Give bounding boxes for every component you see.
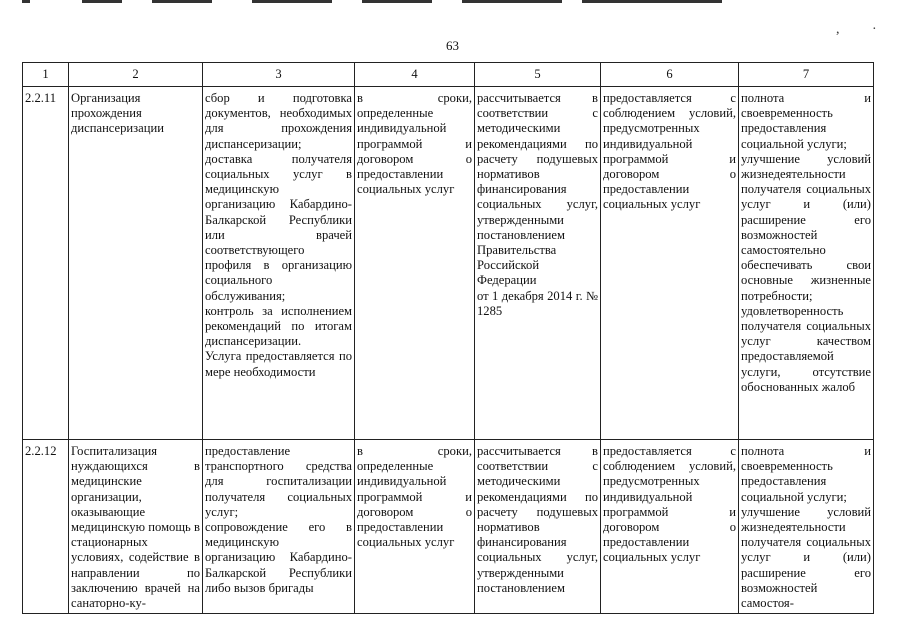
column-header: 3 xyxy=(203,63,355,87)
column-header: 5 xyxy=(475,63,601,87)
service-conditions: предоставляется с соблюдением условий, предусмотренных индивидуальной программой и договором о предоставлении социальных услуг xyxy=(601,440,739,614)
column-header: 7 xyxy=(739,63,874,87)
column-header: 2 xyxy=(69,63,203,87)
column-header: 6 xyxy=(601,63,739,87)
services-table xyxy=(22,62,874,614)
row-number: 2.2.12 xyxy=(23,440,69,614)
service-cost: рассчитывается в соответствии с методическими рекомендациями по расчету подушевых нормативов финансирования социальных услуг, утвержденными постановлением xyxy=(475,440,601,614)
column-header: 1 xyxy=(23,63,69,87)
column-header: 4 xyxy=(355,63,475,87)
table-row xyxy=(23,87,874,440)
top-edge-marks xyxy=(22,0,722,4)
header-row xyxy=(23,63,874,87)
service-name: Организация прохождения диспансеризации xyxy=(69,87,203,440)
service-name: Госпитализация нуждающихся в медицинские организации, оказывающие медицинскую помощь в стационарных условиях, содействие в направлении по заключению врачей на санаторно-ку- xyxy=(69,440,203,614)
row-number: 2.2.11 xyxy=(23,87,69,440)
service-quality: полнота и своевременность предоставления социальной услуги; улучшение условий жизнедеятельности получателя социальных услуг и (или) расширение его возможностей самостоятельно обеспечивать свои основные жизненные потребности; удовлетворенность получателя социальных услуг качеством предоставляемой услуги, отсутствие обоснованных жалоб xyxy=(739,87,874,440)
service-quality: полнота и своевременность предоставления социальной услуги; улучшение условий жизнедеятельности получателя социальных услуг и (или) расширение его возможностей самостоя- xyxy=(739,440,874,614)
service-description: сбор и подготовка документов, необходимых для прохождения диспансеризации; доставка получателя социальных услуг в медицинскую организацию Кабардино-Балкарской Республики или врачей соответствующего профиля в организацию социального обслуживания; контроль за исполнением рекомендаций по итогам диспансеризации. Услуга предоставляется по мере необходимости xyxy=(203,87,355,440)
service-conditions: предоставляется с соблюдением условий, предусмотренных индивидуальной программой и договором о предоставлении социальных услуг xyxy=(601,87,739,440)
table-row xyxy=(23,440,874,614)
service-cost: рассчитывается в соответствии с методическими рекомендациями по расчету подушевых нормативов финансирования социальных услуг, утвержденными постановлением Правительства Российской Федерации от 1 декабря 2014 г. № 1285 xyxy=(475,87,601,440)
service-terms: в сроки, определенные индивидуальной программой и договором о предоставлении социальных услуг xyxy=(355,440,475,614)
service-terms: в сроки, определенные индивидуальной программой и договором о предоставлении социальных услуг xyxy=(355,87,475,440)
page-number: 63 xyxy=(446,38,459,53)
scan-speck: , xyxy=(836,22,840,37)
service-description: предоставление транспортного средства для госпитализации получателя социальных услуг; сопровождение его в медицинскую организацию Кабардино-Балкарской Республики либо вызов бригады xyxy=(203,440,355,614)
scan-speck: · xyxy=(872,22,877,37)
